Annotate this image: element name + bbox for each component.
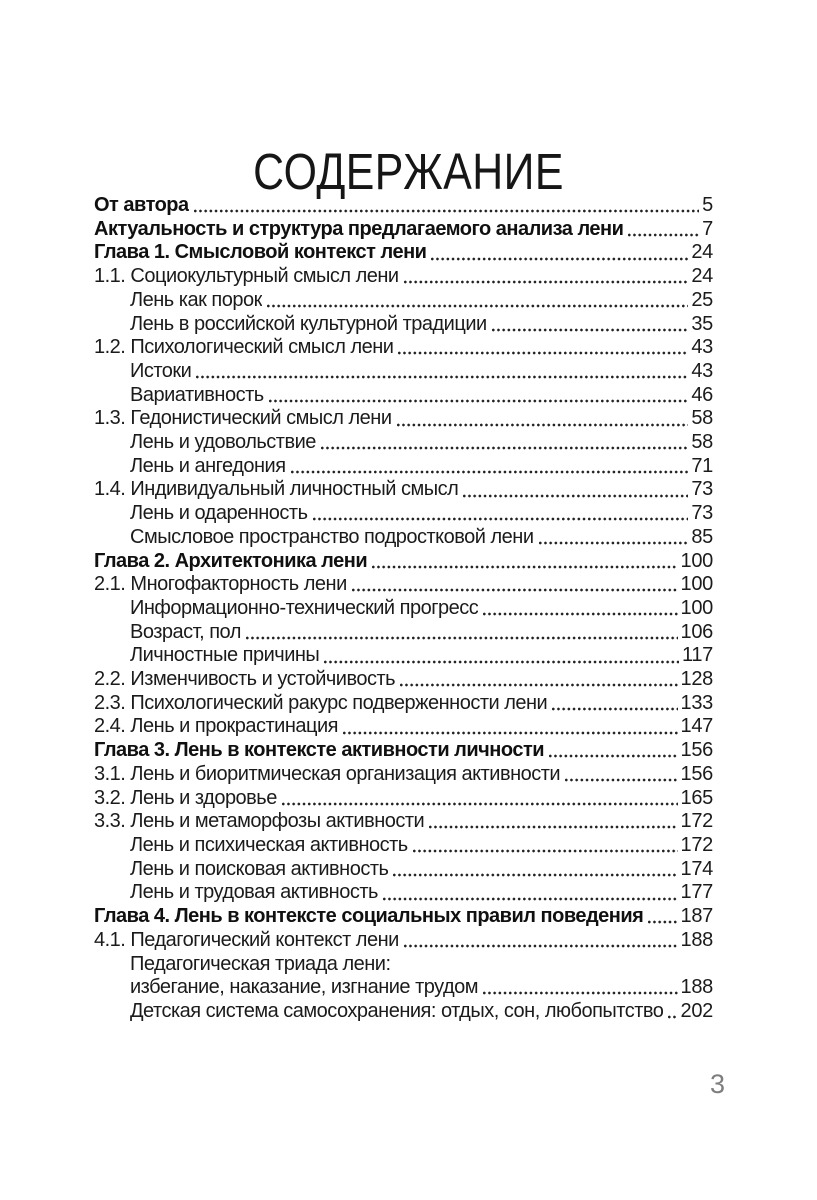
toc-dotted-leader <box>549 754 677 758</box>
toc-page-number: 73 <box>691 478 713 501</box>
toc-page-number: 172 <box>680 810 713 833</box>
toc-dotted-leader <box>429 825 677 829</box>
toc-entry-label: От автора <box>94 194 189 216</box>
toc-dotted-leader <box>539 541 689 545</box>
toc-page-number: 133 <box>680 691 713 714</box>
toc-page-number: 177 <box>680 881 713 904</box>
toc-entry <box>94 455 713 479</box>
toc-dotted-leader <box>565 778 677 782</box>
toc-page-number: 25 <box>691 288 713 311</box>
toc-dotted-leader <box>398 351 688 355</box>
toc-dotted-leader <box>393 873 677 877</box>
toc-entry-label: Глава 2. Архитектоника лени <box>94 549 368 572</box>
toc-entry <box>94 313 713 337</box>
toc-entry-label: Лень и ангедония <box>130 454 286 477</box>
toc-dotted-leader <box>343 731 678 735</box>
toc-entry <box>94 550 713 574</box>
toc-entry <box>94 478 713 502</box>
toc-page-number: 100 <box>680 596 713 619</box>
toc-entry-label: Педагогическая триада лени: <box>130 952 391 975</box>
toc-page-number: 128 <box>680 668 713 691</box>
toc-entry-label: Актуальность и структура предлагаемого анализа лени <box>94 217 624 240</box>
toc-dotted-leader <box>552 707 677 711</box>
toc-dotted-leader <box>313 517 689 521</box>
toc-entry <box>94 360 713 384</box>
toc-entry-label: 4.1. Педагогический контекст лени <box>94 928 399 951</box>
toc-page-number: 58 <box>691 431 713 454</box>
toc-entry <box>94 597 713 621</box>
toc-page-number: 156 <box>680 762 713 785</box>
toc-entry <box>94 194 713 218</box>
toc-entry-label: Личностные причины <box>130 644 320 667</box>
toc-list <box>94 194 713 1024</box>
toc-entry-label: 2.3. Психологический ракурс подверженности лени <box>94 691 548 714</box>
toc-dotted-leader <box>463 494 688 498</box>
toc-entry <box>94 953 713 977</box>
toc-entry <box>94 336 713 360</box>
toc-entry-label: избегание, наказание, изгнание трудом <box>130 976 479 999</box>
toc-page-number: 43 <box>691 359 713 382</box>
toc-dotted-leader <box>196 375 688 379</box>
toc-page-number: 35 <box>691 312 713 335</box>
toc-entry-label: Лень и поисковая активность <box>130 857 389 880</box>
toc-entry-label: Детская система самосохранения: отдых, сон, любопытство <box>130 999 664 1022</box>
toc-entry <box>94 739 713 763</box>
toc-page-number: 43 <box>691 336 713 359</box>
toc-entry <box>94 905 713 929</box>
toc-page-number: 187 <box>680 905 713 928</box>
toc-entry-label: 1.2. Психологический смысл лени <box>94 336 394 359</box>
toc-entry-label: Лень как порок <box>130 288 262 311</box>
toc-page-number: 58 <box>691 407 713 430</box>
toc-entry <box>94 526 713 550</box>
toc-page-number: 165 <box>680 786 713 809</box>
toc-dotted-leader <box>352 588 678 592</box>
toc-entry-label: Информационно-технический прогресс <box>130 596 479 619</box>
toc-entry <box>94 692 713 716</box>
toc-page-number: 71 <box>691 454 713 477</box>
toc-page-number: 7 <box>702 217 713 240</box>
toc-entry-label: Лень и одаренность <box>130 502 308 525</box>
toc-dotted-leader <box>383 897 678 901</box>
toc-dotted-leader <box>431 257 688 261</box>
toc-dotted-leader <box>282 802 678 806</box>
toc-entry-label: 2.1. Многофакторность лени <box>94 573 347 596</box>
toc-dotted-leader <box>404 280 689 284</box>
footer-page-number: 3 <box>709 1069 725 1099</box>
toc-entry-label: Лень и трудовая активность <box>130 881 378 904</box>
toc-entry <box>94 929 713 953</box>
toc-entry-label: Смысловое пространство подростковой лени <box>130 525 534 548</box>
toc-dotted-leader <box>483 991 677 995</box>
toc-page-number: 100 <box>680 573 713 596</box>
toc-entry <box>94 431 713 455</box>
toc-entry-label: Истоки <box>130 359 192 382</box>
toc-dotted-leader <box>291 470 689 474</box>
page-title: СОДЕРЖАНИЕ <box>253 143 564 201</box>
toc-entry <box>94 573 713 597</box>
toc-dotted-leader <box>492 328 689 332</box>
toc-entry <box>94 644 713 668</box>
toc-page-number: 24 <box>691 265 713 288</box>
toc-entry <box>94 976 713 1000</box>
toc-dotted-leader <box>372 565 677 569</box>
toc-entry <box>94 858 713 882</box>
toc-dotted-leader <box>194 209 700 213</box>
toc-page-number: 73 <box>691 502 713 525</box>
toc-page-number: 100 <box>680 549 713 572</box>
toc-dotted-leader <box>246 636 678 640</box>
toc-entry-label: Глава 4. Лень в контексте социальных правил поведения <box>94 905 644 928</box>
toc-page-number: 188 <box>680 976 713 999</box>
toc-page-number: 85 <box>691 525 713 548</box>
toc-dotted-leader <box>397 423 689 427</box>
toc-entry-label: 3.3. Лень и метаморфозы активности <box>94 810 425 833</box>
toc-entry-label: Вариативность <box>130 383 264 406</box>
toc-entry-label: Лень в российской культурной традиции <box>130 312 487 335</box>
toc-entry-label: 3.1. Лень и биоритмическая организация активности <box>94 762 561 785</box>
toc-dotted-leader <box>483 612 677 616</box>
toc-entry <box>94 407 713 431</box>
toc-entry <box>94 668 713 692</box>
toc-dotted-leader <box>321 446 688 450</box>
toc-entry <box>94 502 713 526</box>
toc-dotted-leader <box>267 304 689 308</box>
toc-page-number: 202 <box>680 999 713 1022</box>
toc-entry-label: 2.4. Лень и прокрастинация <box>94 715 338 738</box>
toc-entry <box>94 289 713 313</box>
toc-entry-label: Лень и психическая активность <box>130 833 408 856</box>
toc-entry-label: 1.1. Социокультурный смысл лени <box>94 265 399 288</box>
toc-dotted-leader <box>269 399 689 403</box>
toc-entry <box>94 384 713 408</box>
toc-page-number: 106 <box>680 620 713 643</box>
toc-dotted-leader <box>628 233 699 237</box>
toc-entry <box>94 621 713 645</box>
toc-page-number: 172 <box>680 833 713 856</box>
toc-dotted-leader <box>648 920 677 924</box>
toc-entry <box>94 763 713 787</box>
toc-page-number: 147 <box>680 715 713 738</box>
toc-entry <box>94 834 713 858</box>
toc-page-number: 174 <box>680 857 713 880</box>
toc-entry <box>94 810 713 834</box>
toc-dotted-leader <box>668 1015 677 1019</box>
toc-page-number: 156 <box>680 739 713 762</box>
toc-dotted-leader <box>413 849 678 853</box>
toc-entry <box>94 787 713 811</box>
toc-entry-label: Глава 1. Смысловой контекст лени <box>94 241 427 264</box>
toc-page-number: 5 <box>702 194 713 216</box>
toc-entry <box>94 265 713 289</box>
toc-entry-label: 3.2. Лень и здоровье <box>94 786 277 809</box>
toc-entry-label: 1.4. Индивидуальный личностный смысл <box>94 478 459 501</box>
toc-dotted-leader <box>324 660 679 664</box>
toc-entry <box>94 881 713 905</box>
toc-page-number: 188 <box>680 928 713 951</box>
toc-page-number: 46 <box>691 383 713 406</box>
toc-entry <box>94 1000 713 1024</box>
toc-entry-label: Глава 3. Лень в контексте активности личности <box>94 739 545 762</box>
toc-page-number: 24 <box>691 241 713 264</box>
toc-dotted-leader <box>404 944 678 948</box>
toc-entry <box>94 715 713 739</box>
toc-entry-label: Возраст, пол <box>130 620 241 643</box>
toc-entry-label: 1.3. Гедонистический смысл лени <box>94 407 392 430</box>
toc-entry <box>94 241 713 265</box>
toc-dotted-leader <box>400 683 677 687</box>
toc-entry-label: 2.2. Изменчивость и устойчивость <box>94 668 396 691</box>
toc-page-number: 117 <box>682 644 713 667</box>
toc-entry-label: Лень и удовольствие <box>130 431 316 454</box>
toc-entry <box>94 218 713 242</box>
